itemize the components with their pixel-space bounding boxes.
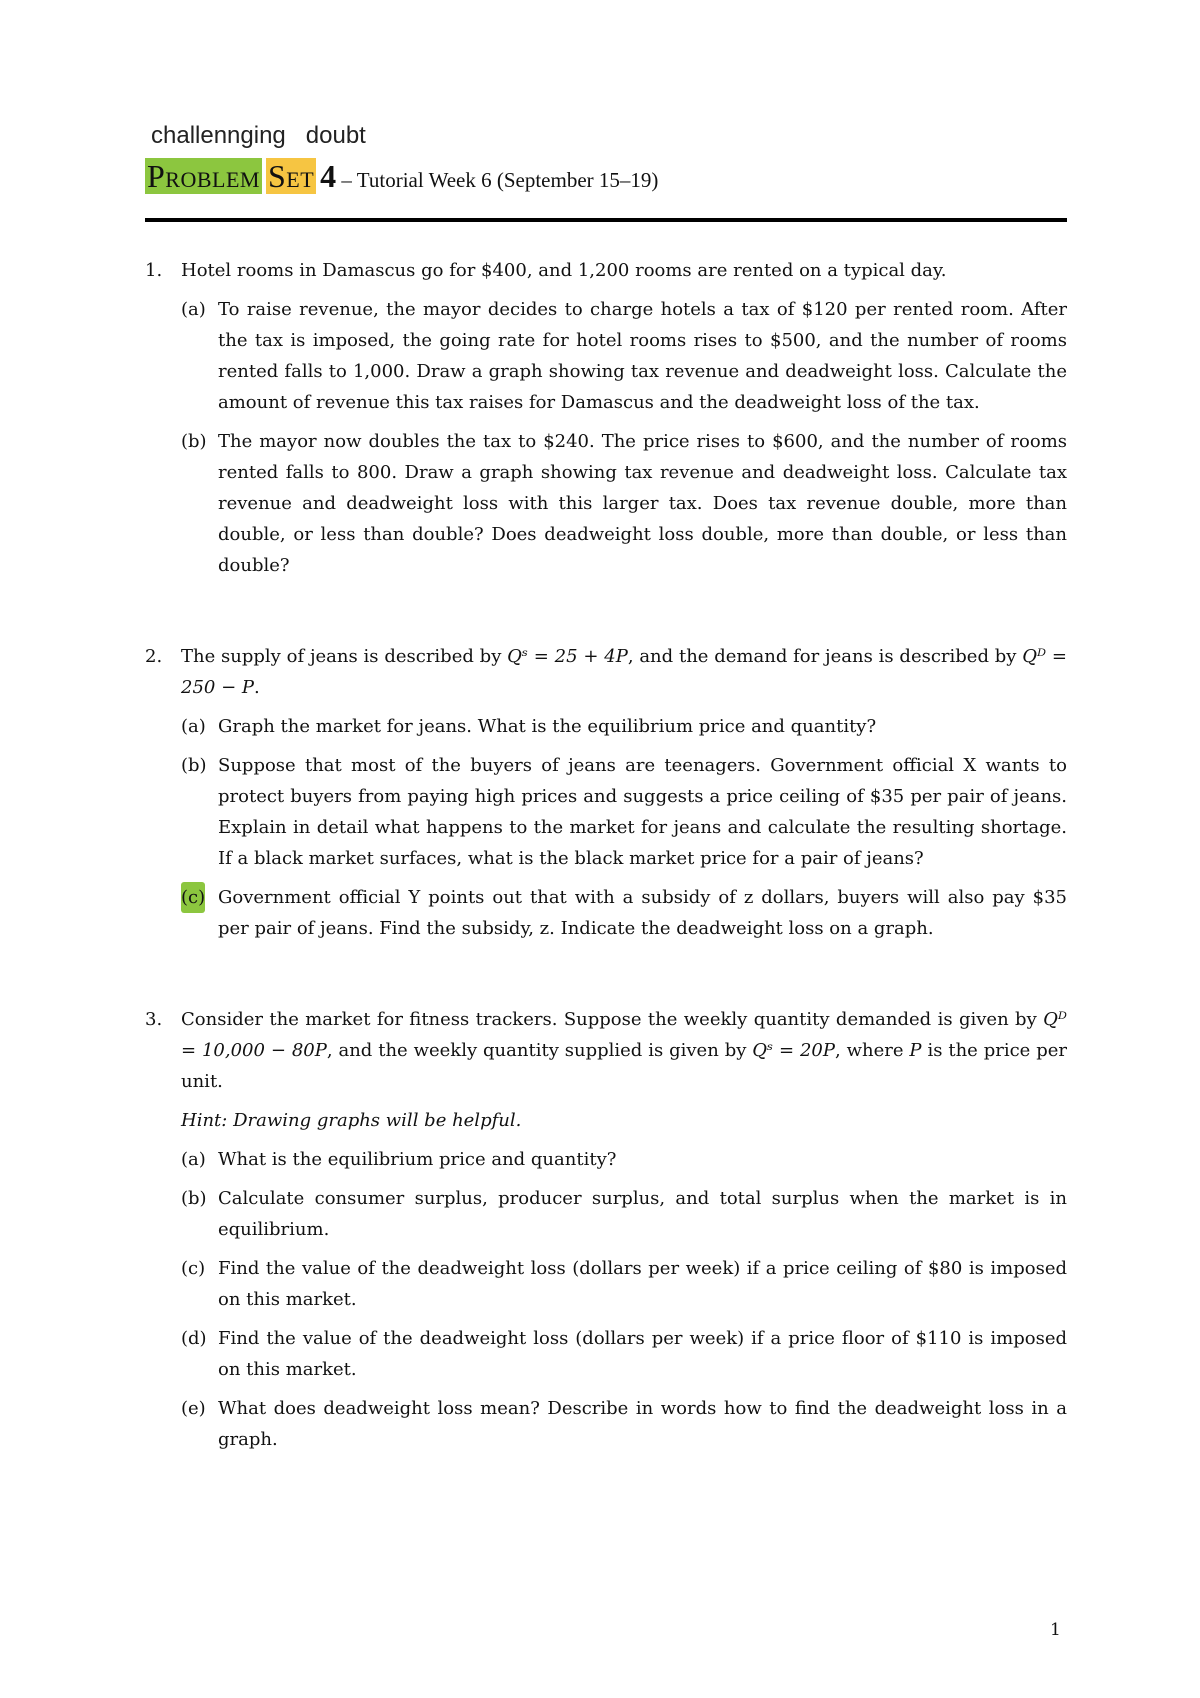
text-segment: . bbox=[254, 677, 260, 698]
supply-equation: Qˢ = 25 + 4P bbox=[507, 646, 628, 667]
part-text: To raise revenue, the mayor decides to charge hotels a tax of $120 per rented room. After the tax is imposed, the going rate for hotel rooms rises to $500, and the number of rooms rented falls to 1,000. Draw a graph showing tax revenue and deadweight loss. Calculate the amount of revenue this tax raises for Damascus and the deadweight loss of the tax. bbox=[218, 299, 1067, 413]
problem-3-part-c bbox=[181, 1253, 1067, 1315]
text-segment: , and the weekly quantity supplied is given by bbox=[326, 1040, 753, 1061]
problem-text: Hotel rooms in Damascus go for $400, and 1,200 rooms are rented on a typical day. bbox=[181, 260, 947, 281]
part-label: (b) bbox=[181, 431, 207, 452]
problem-2 bbox=[145, 641, 1067, 944]
text-segment: The supply of jeans is described by bbox=[181, 646, 508, 667]
part-label: (d) bbox=[181, 1328, 207, 1349]
problem-2-part-a bbox=[181, 711, 1067, 742]
part-text: What does deadweight loss mean? Describe in words how to find the deadweight loss in a graph. bbox=[218, 1398, 1067, 1450]
part-text: What is the equilibrium price and quantity? bbox=[218, 1149, 617, 1170]
text-segment: , where bbox=[835, 1040, 910, 1061]
part-text: Suppose that most of the buyers of jeans are teenagers. Government official X wants to protect buyers from paying high prices and suggests a price ceiling of $35 per pair of jeans. Explain in detail what happens to the market for jeans and calculate the resulting shortage. If a black market surfaces, what is the black market price for a pair of jeans? bbox=[218, 755, 1067, 869]
handwritten-annotation: challennging doubt bbox=[151, 122, 366, 149]
problem-1-part-b bbox=[181, 426, 1067, 581]
page-title bbox=[145, 158, 658, 195]
problem-text bbox=[181, 1004, 1067, 1097]
problem-number: 3. bbox=[145, 1009, 163, 1030]
part-label: (a) bbox=[181, 1149, 206, 1170]
hint-text: Hint: Drawing graphs will be helpful. bbox=[181, 1110, 522, 1131]
part-text: Find the value of the deadweight loss (dollars per week) if a price ceiling of $80 is imposed on this market. bbox=[218, 1258, 1067, 1310]
part-label-highlighted: (c) bbox=[181, 882, 205, 913]
problem-2-part-c bbox=[181, 882, 1067, 944]
document-body bbox=[145, 255, 1067, 1455]
problem-3-part-a bbox=[181, 1144, 1067, 1175]
price-variable: P bbox=[909, 1040, 922, 1061]
title-subtitle: – Tutorial Week 6 (September 15–19) bbox=[336, 168, 659, 192]
problem-number: 2. bbox=[145, 646, 163, 667]
title-rule bbox=[145, 218, 1067, 222]
text-segment: , and the demand for jeans is described by bbox=[627, 646, 1023, 667]
problem-text bbox=[181, 641, 1067, 703]
title-number: 4 bbox=[320, 158, 337, 194]
title-word-problem: Problem bbox=[147, 158, 260, 194]
part-label: (b) bbox=[181, 755, 207, 776]
part-text: Find the value of the deadweight loss (dollars per week) if a price floor of $110 is imposed on this market. bbox=[218, 1328, 1067, 1380]
demand-equation: Qᴰ = 250 − P bbox=[181, 646, 1067, 698]
problem-2-part-b bbox=[181, 750, 1067, 874]
part-text: Graph the market for jeans. What is the equilibrium price and quantity? bbox=[218, 716, 877, 737]
problem-3-part-d bbox=[181, 1323, 1067, 1385]
part-text: Government official Y points out that with a subsidy of z dollars, buyers will also pay $35 per pair of jeans. Find the subsidy, z. Indicate the deadweight loss on a graph. bbox=[218, 887, 1067, 939]
problem-1 bbox=[145, 255, 1067, 581]
title-word-set: Set bbox=[267, 158, 315, 194]
problem-3-part-b bbox=[181, 1183, 1067, 1245]
demand-equation: Qᴰ = 10,000 − 80P bbox=[181, 1009, 1067, 1061]
part-text: The mayor now doubles the tax to $240. The price rises to $600, and the number of rooms rented falls to 800. Draw a graph showing tax revenue and deadweight loss. Calculate tax revenue and deadweight loss with this larger tax. Does tax revenue double, more than double, or less than double? Does deadweight loss double, more than double, or less than double? bbox=[218, 431, 1067, 576]
text-segment: Consider the market for fitness trackers. Suppose the weekly quantity demanded is given by bbox=[181, 1009, 1044, 1030]
problem-1-part-a bbox=[181, 294, 1067, 418]
part-text: Calculate consumer surplus, producer surplus, and total surplus when the market is in equilibrium. bbox=[218, 1188, 1067, 1240]
part-label: (a) bbox=[181, 299, 206, 320]
supply-equation: Qˢ = 20P bbox=[752, 1040, 835, 1061]
problem-3-part-e bbox=[181, 1393, 1067, 1455]
text-segment: is the price per unit. bbox=[181, 1040, 1067, 1092]
part-label: (a) bbox=[181, 716, 206, 737]
part-label: (b) bbox=[181, 1188, 207, 1209]
part-label: (e) bbox=[181, 1398, 206, 1419]
problem-number: 1. bbox=[145, 260, 163, 281]
problem-3 bbox=[145, 1004, 1067, 1455]
page-number: 1 bbox=[1050, 1620, 1061, 1640]
part-label: (c) bbox=[181, 1258, 206, 1279]
